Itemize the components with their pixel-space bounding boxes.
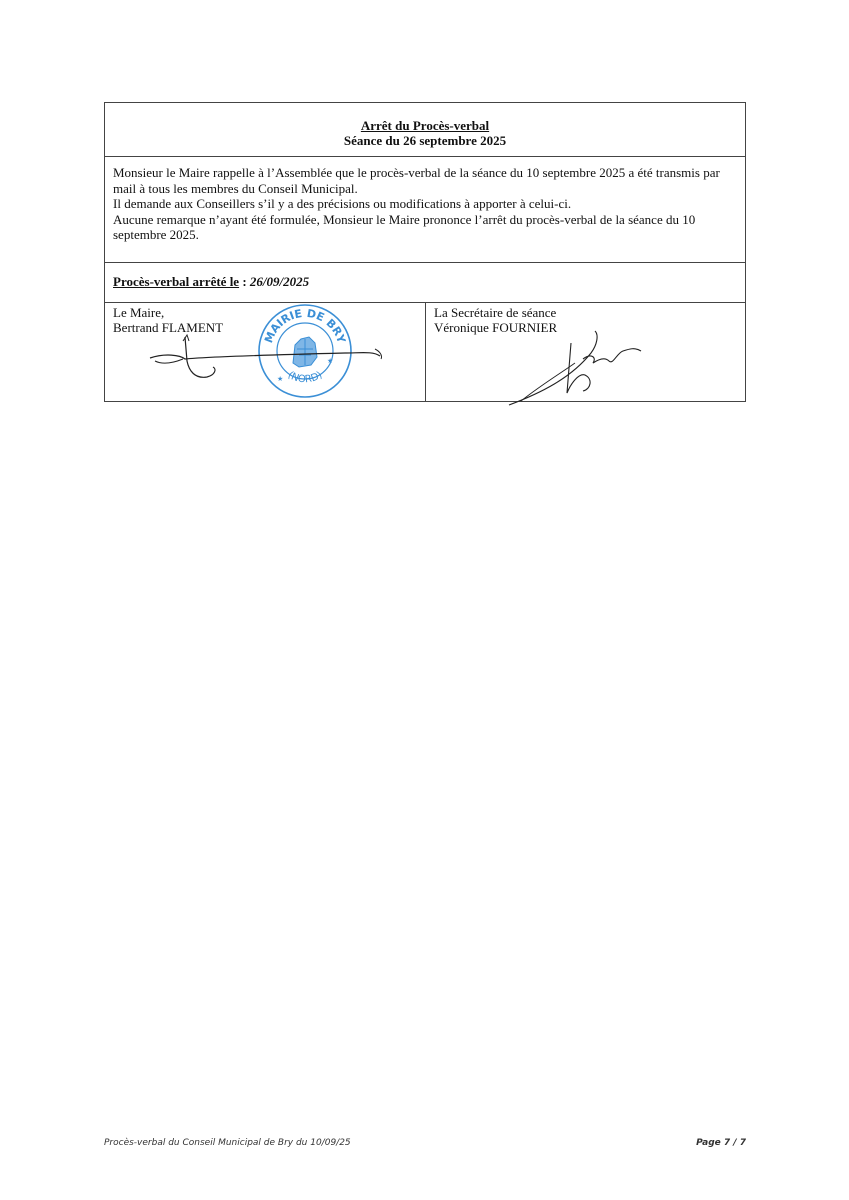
title-section (105, 103, 745, 157)
minutes-box (104, 102, 746, 402)
secretary-role: La Secrétaire de séance (434, 305, 557, 320)
mayor-signature-cell (105, 303, 426, 401)
secretary-signature-cell (426, 303, 745, 401)
document-title: Arrêt du Procès-verbal (360, 118, 490, 133)
session-subtitle: Séance du 26 septembre 2025 (343, 133, 507, 148)
mayor-handwritten-signature (145, 331, 395, 391)
seal-bottom-text: (NORD) (285, 369, 325, 386)
body-paragraph: Il demande aux Conseillers s’il y a des précisions ou modifications à apporter à celui-ci. (113, 196, 572, 211)
page-number: Page 7 / 7 (696, 1138, 746, 1148)
svg-text:★: ★ (277, 375, 284, 383)
body-section (105, 157, 745, 263)
arrete-label: Procès-verbal arrêté le (113, 274, 240, 289)
arrete-separator: : (239, 274, 250, 289)
body-paragraph: Monsieur le Maire rappelle à l’Assemblée que le procès-verbal de la séance du 10 septembre 2025 a été transmis par mail à tous les membres du Conseil Municipal. (113, 165, 720, 196)
secretary-handwritten-signature (501, 323, 651, 408)
mayor-name: Bertrand FLAMENT (113, 320, 224, 335)
seal-top-text: MAIRIE DE BRY (262, 306, 348, 345)
svg-text:★: ★ (327, 357, 334, 365)
signature-row (105, 303, 745, 401)
arrete-section (105, 263, 745, 303)
mayor-role: Le Maire, (113, 305, 165, 320)
footer-document-title: Procès-verbal du Conseil Municipal de Bry du 10/09/25 (104, 1138, 351, 1148)
body-paragraph: Aucune remarque n’ayant été formulée, Monsieur le Maire prononce l’arrêt du procès-verbal de la séance du 10 septembre 2025. (113, 211, 696, 242)
arrete-date: 26/09/2025 (249, 274, 310, 289)
secretary-name: Véronique FOURNIER (434, 320, 558, 335)
